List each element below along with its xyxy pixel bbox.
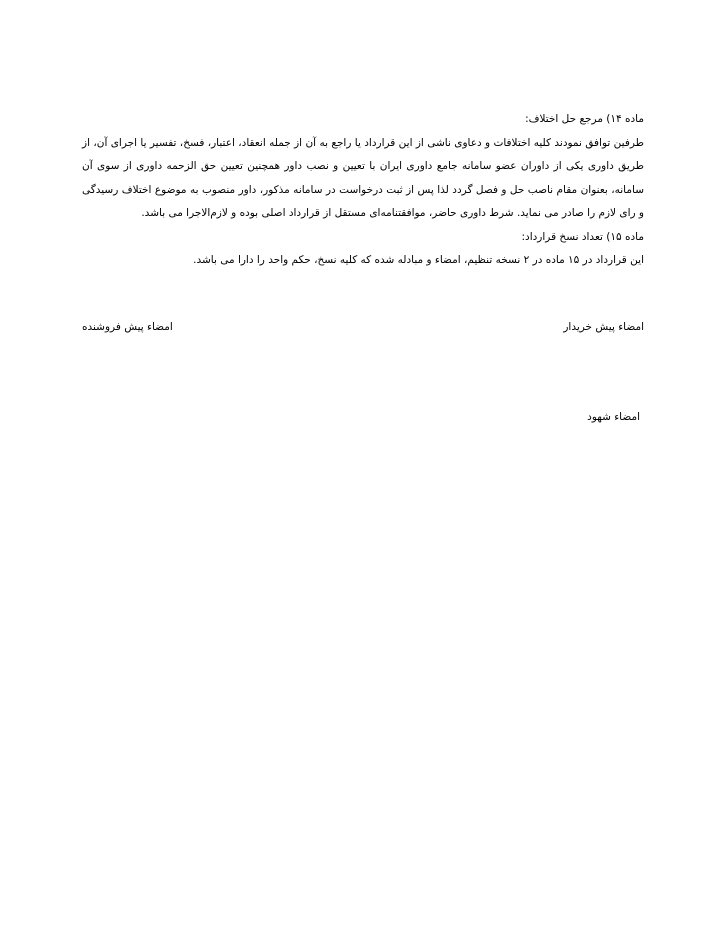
buyer-signature-label: امضاء پیش خریدار: [563, 321, 644, 333]
witness-signature-label: امضاء شهود: [587, 411, 640, 423]
article-14-text: طرفین توافق نمودند کلیه اختلافات و دعاوی ناشی از این قرارداد یا راجع به آن از جمله انعقاد، اعتبار، فسخ، تفسیر یا اجرای آن، از طریق داوری یکی از داوران عضو سامانه جامع داوری ایران با تعیین و نصب داور همچنین تعیین حق الزحمه داوری از سوی آن سامانه، بعنوان مقام ناصب حل و فصل گردد لذا پس از ثبت درخواست در سامانه مذکور، داور منصوب به موضوع اختلاف رسیدگی و رای لازم را صادر می نماید. شرط داوری حاضر، موافقتنامه‌ای مستقل از قرارداد اصلی بوده و لازم‌الاجرا می باشد.: [82, 136, 644, 219]
article-15-text: این قرارداد در ۱۵ ماده در ۲ نسخه تنظیم، امضاء و مبادله شده که کلیه نسخ، حکم واحد را دارا می باشد.: [193, 254, 644, 266]
contract-body: [82, 108, 644, 273]
article-15-heading: ماده ۱۵) تعداد نسخ قرارداد:: [521, 230, 644, 243]
article-14-heading: ماده ۱۴) مرجع حل اختلاف:: [525, 113, 644, 125]
seller-signature-label: امضاء پیش فروشنده: [82, 321, 173, 333]
